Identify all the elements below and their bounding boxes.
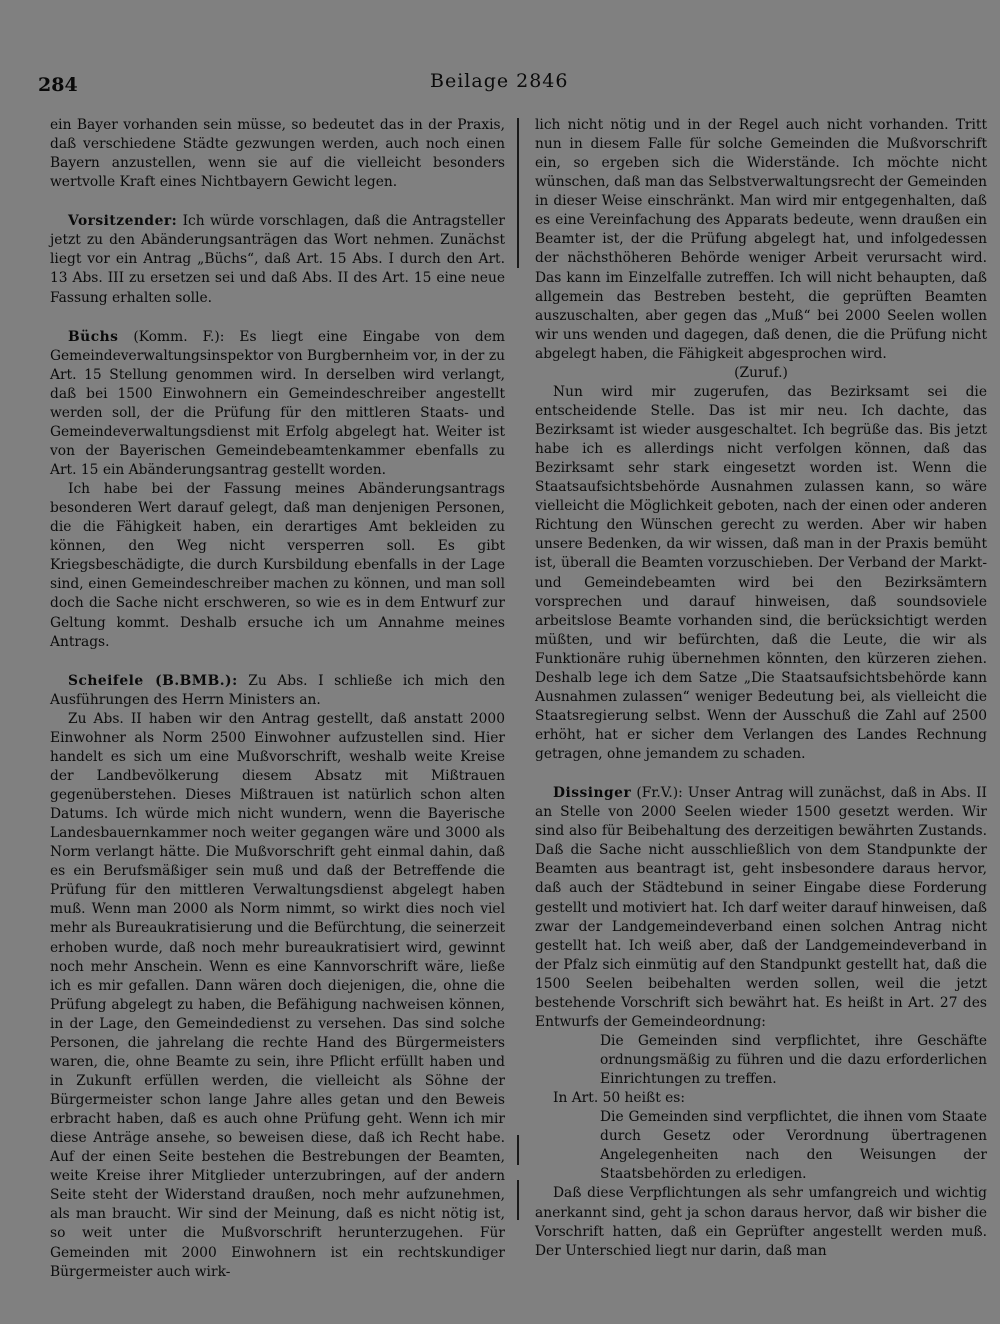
left-column: [50, 116, 505, 1282]
paragraph-text: Zu Abs. I schließe ich mich den Ausführungen des Herrn Ministers an.: [50, 672, 506, 708]
paragraph: ein Bayer vorhanden sein müsse, so bedeutet das in der Praxis, daß verschiedene Städte gezwungen werden, auch noch einen Bayern anzustellen, wenn sie auf die vielleicht besonders wertvolle Kraft eines Nichtbayern Gewicht legen.: [50, 117, 505, 191]
speaker-name: Scheifele (B.BMB.):: [68, 672, 238, 689]
page-number: 284: [38, 74, 78, 96]
paragraph-text: Es liegt eine Eingabe von dem Gemeindeverwaltungsinspektor von Burgbernheim vor, in der zu Art. 15 Stellung genommen wird. In derselben wird verlangt, daß bei 1500 Einwohnern ein Gemeindeschreiber angestellt werden soll, der die Prüfung für den mittleren Staats- und Gemeindeverwaltungsdienst mit Erfolg abgelegt hat. Weiter ist von der Bayerischen Gemeindebeamtenkammer ebenfalls zu Art. 15 ein Abänderungsantrag gestellt worden.: [50, 328, 505, 478]
paragraph: [50, 212, 505, 307]
paragraph: Zu Abs. II haben wir den Antrag gestellt, daß anstatt 2000 Einwohner als Norm 2500 Einwohner aufzustellen sind. Hier handelt es sich um eine Mußvorschrift, weshalb weite Kreise der Landbevölkerung diesem Absatz mit Mißtrauen gegenüberstehen. Dieses Mißtrauen ist natürlich schon alten Datums. Ich würde mich nicht wundern, wenn die Bayerische Landesbauernkammer noch weiter gegangen wäre und 3000 als Norm verlangt hätte. Die Mußvorschrift geht einmal dahin, daß es ein Berufsmäßiger sein muß und daß der Betreffende die Prüfung für den mittleren Verwaltungsdienst abgelegt haben muß. Wenn man 2000 als Norm nimmt, so wirkt dies noch viel mehr als Bureaukratisierung und die Befürchtung, die seinerzeit erhoben wurde, daß noch mehr bureaukratisiert wird, gewinnt noch mehr Anschein. Wenn es eine Kannvorschrift wäre, ließe ich es mir gefallen. Dann wären doch diejenigen, die, ohne die Prüfung abgelegt zu haben, die Befähigung nachweisen können, in der Lage, den Gemeindedienst zu versehen. Das sind solche Personen, die jahrelang die rechte Hand des Bürgermeisters waren, die, ohne Beamte zu sein, ihre Pflicht erfüllt haben und in Zukunft erfüllen werden, die vielleicht als Söhne der Bürgermeister schon lange Jahre alles getan und den Beweis erbracht haben, daß es auch ohne Prüfung geht. Wenn ich mir diese Anträge ansehe, so beweisen diese, daß ich Recht habe. Auf der einen Seite bestehen die Bestrebungen der Beamten, weite Kreise ihrer Mitglieder unterzubringen, auf der andern Seite steht der Widerstand draußen, noch mehr aufzunehmen, als man braucht. Wir sind der Meinung, daß es nicht nötig ist, so weit unter die Mußvorschrift herunterzugehen. Für Gemeinden mit 2000 Einwohnern ist ein rechtskundiger Bürgermeister auch wirk-: [50, 710, 505, 1280]
paragraph: lich nicht nötig und in der Regel auch nicht vorhanden. Tritt nun in diesem Falle für solche Gemeinden die Mußvorschrift ein, so ergeben sich die Widerstände. Ich möchte nicht wünschen, daß man das Selbstverwaltungsrecht der Gemeinden in dieser Weise einschränkt. Man wird mir entgegenhalten, daß es eine Vereinfachung des Apparats bedeute, wenn draußen ein Beamter ist, der die Prüfung abgelegt hat, und infolgedessen der nächsthöheren Behörde weniger Arbeit verursacht wird. Das kann im Einzelfalle zutreffen. Ich will nicht behaupten, daß allgemein das Bestreben besteht, die geprüften Beamten auszuschalten, aber gegen das „Muß“ bei 2000 Seelen wollen wir uns wenden und dagegen, daß denen, die die Prüfung nicht abgelegt haben, die Fähigkeit abgesprochen wird.: [535, 117, 987, 362]
speaker-party: (Komm. F.):: [118, 328, 225, 345]
interjection: (Zuruf.): [734, 364, 788, 381]
paragraph-text: Unser Antrag will zunächst, daß in Abs. II an Stelle von 2000 Seelen wieder 1500 gesetzt werden. Wir sind also für Beibehaltung des derzeitigen bewährten Zustands. Daß die Sache nicht ausschließlich von dem Standpunkte der Beamten aus beantragt ist, geht insbesondere daraus hervor, daß auch der Städtebund in seiner Eingabe diese Forderung gestellt und motiviert hat. Ich darf weiter darauf hinweisen, daß zwar der Landgemeindeverband einen solchen Antrag nicht gestellt hat. Ich weiß aber, daß der Landgemeindeverband in der Pfalz sich einmütig auf den Standpunkt gestellt hat, daß die 1500 Seelen beibehalten werden sollen, weil die jetzt bestehende Vorschrift sich bewährt hat. Es heißt in Art. 27 des Entwurfs der Gemeindeordnung:: [535, 785, 988, 1030]
speaker-party: (Fr.V.):: [631, 785, 683, 802]
column-rule-2: [517, 1135, 519, 1165]
paragraph: [535, 784, 987, 1032]
column-rule-1: [517, 118, 519, 268]
paragraph: [50, 672, 505, 710]
speaker-name: Dissinger: [553, 785, 632, 802]
block-quote: Die Gemeinden sind verpflichtet, ihre Geschäfte ordnungsmäßig zu führen und die dazu erforderlichen Einrichtungen zu treffen.: [600, 1032, 987, 1088]
paragraph: Daß diese Verpflichtungen als sehr umfangreich und wichtig anerkannt sind, geht ja schon daraus hervor, daß wir bisher die Vorschrift hatten, daß ein Geprüfter angestellt werden muß. Der Unterschied liegt nur darin, daß man: [535, 1185, 987, 1259]
right-column: [535, 116, 987, 1261]
block-quote: Die Gemeinden sind verpflichtet, die ihnen vom Staate durch Gesetz oder Verordnung übertragenen Angelegenheiten nach den Weisungen der Staatsbehörden zu erledigen.: [600, 1109, 987, 1183]
running-title: Beilage 2846: [430, 70, 569, 92]
paragraph: In Art. 50 heißt es:: [553, 1090, 686, 1107]
paragraph: Nun wird mir zugerufen, das Bezirksamt sei die entscheidende Stelle. Das ist mir neu. Ich dachte, das Bezirksamt ist wieder ausgeschaltet. Ich begrüße das. Bis jetzt habe ich es allerdings nicht verfolgen können, daß das Bezirksamt sehr stark eingesetzt worden ist. Wenn die Staatsaufsichtsbehörde Ausnahmen zulassen kann, so wäre vielleicht die Möglichkeit geboten, nach der einen oder anderen Richtung den Wünschen gerecht zu werden. Aber wir haben unsere Bedenken, da wir wissen, daß man in der Praxis bemüht ist, überall die Beamten vorzuschieben. Der Verband der Markt- und Gemeindebeamten wird bei den Bezirksämtern vorsprechen und darauf hinweisen, daß soundsoviele arbeitslose Beamte vorhanden sind, die berücksichtigt werden müßten, und wir befürchten, daß die Leute, die wir als Funktionäre ruhig übernehmen könnten, den kürzeren ziehen. Deshalb lege ich dem Satze „Die Staatsaufsichtsbehörde kann Ausnahmen zulassen“ weniger Bedeutung bei, als vielleicht die Staatsregierung selbst. Wenn der Ausschuß die Zahl auf 2500 erhöht, hat er sicher dem Verlangen des Landes Rechnung getragen, ohne jemandem zu schaden.: [535, 383, 987, 763]
speaker-name: Büchs: [68, 328, 119, 345]
paragraph: [50, 328, 505, 481]
paragraph: Ich habe bei der Fassung meines Abänderungsantrags besonderen Wert darauf gelegt, daß man denjenigen Personen, die die Fähigkeit haben, ein derartiges Amt bekleiden zu können, den Weg nicht versperren soll. Es gibt Kriegsbeschädigte, die durch Kursbildung ebenfalls in der Lage sind, einen Gemeindeschreiber machen zu können, und man soll doch die Sache nicht erschweren, so wie es in dem Entwurf zur Geltung kommt. Deshalb ersuche ich um Annahme meines Antrags.: [50, 481, 505, 650]
paragraph-text: Ich würde vorschlagen, daß die Antragsteller jetzt zu den Abänderungsanträgen das Wort nehmen. Zunächst liegt vor ein Antrag „Büchs“, daß Art. 15 Abs. I durch den Art. 13 Abs. III zu ersetzen sei und daß Abs. II des Art. 15 eine neue Fassung erhalten solle.: [50, 213, 505, 306]
column-rule-3: [517, 1180, 519, 1220]
speaker-name: Vorsitzender:: [68, 213, 178, 230]
